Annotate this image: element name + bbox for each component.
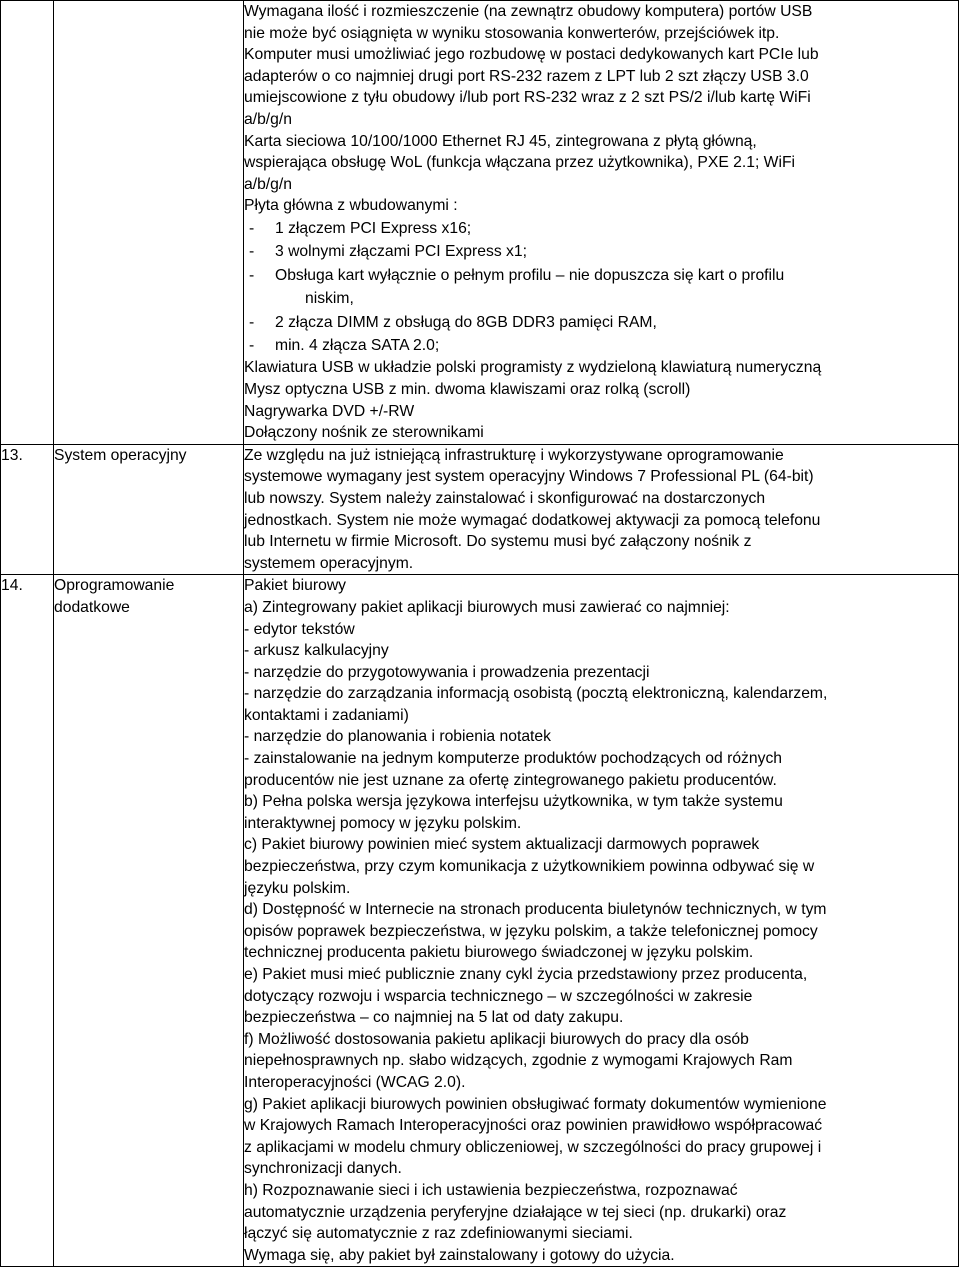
- row-name-cell: [54, 575, 244, 1267]
- description-line: Interoperacyjności (WCAG 2.0).: [244, 1073, 466, 1091]
- table-row-continued: [1, 1, 959, 445]
- description-line: automatycznie urządzenia peryferyjne działające w tej sieci (np. drukarki) oraz: [244, 1203, 787, 1221]
- description-line: producentów nie jest uznane za ofertę zintegrowanego pakietu producentów.: [244, 771, 777, 789]
- description-line: bezpieczeństwa, przy czym komunikacja z użytkownikiem powinna odbywać się w: [244, 858, 815, 876]
- row-name: System operacyjny: [54, 444, 244, 575]
- description-line: - zainstalowanie na jednym komputerze produktów pochodzących od różnych: [244, 750, 783, 768]
- dash-bullet: -: [249, 336, 255, 354]
- description-line: języku polskim.: [244, 879, 351, 897]
- description-line: c) Pakiet biurowy powinien mieć system aktualizacji darmowych poprawek: [244, 836, 760, 854]
- description-line: lub Internetu w firmie Microsoft. Do systemu musi być załączony nośnik z: [244, 533, 752, 551]
- row-description-cell: [244, 575, 959, 1267]
- description-line: Płyta główna z wbudowanymi :: [244, 197, 458, 215]
- row-name-cell: [54, 1, 244, 445]
- row-description-cell: [244, 444, 959, 575]
- list-item-text: 3 wolnymi złączami PCI Express x1;: [275, 243, 527, 261]
- description-line: Ze względu na już istniejącą infrastrukturę i wykorzystywane oprogramowanie: [244, 446, 784, 464]
- list-item-text: 2 złącza DIMM z obsługą do 8GB DDR3 pamięci RAM,: [275, 313, 657, 331]
- description-line: interaktywnej pomocy w języku polskim.: [244, 814, 522, 832]
- description-line: niepełnosprawnych np. słabo widzących, zgodnie z wymogami Krajowych Ram: [244, 1052, 793, 1070]
- row-name-line: dodatkowe: [54, 598, 130, 616]
- description-line: Wymaga się, aby pakiet był zainstalowany i gotowy do użycia.: [244, 1246, 675, 1264]
- description-line: Nagrywarka DVD +/-RW: [244, 402, 415, 420]
- row-name-line: Oprogramowanie: [54, 577, 175, 595]
- description-line: systemem operacyjnym.: [244, 554, 414, 572]
- description-line: kontaktami i zadaniami): [244, 706, 409, 724]
- description-line: wspierająca obsługę WoL (funkcja włączana przez użytkownika), PXE 2.1; WiFi: [244, 154, 796, 172]
- description-line: g) Pakiet aplikacji biurowych powinien obsługiwać formaty dokumentów wymienione: [244, 1095, 827, 1113]
- description-line: a/b/g/n: [244, 175, 292, 193]
- description-line: f) Możliwość dostosowania pakietu aplikacji biurowych do pracy dla osób: [244, 1030, 749, 1048]
- list-item-text: 1 złączem PCI Express x16;: [275, 219, 472, 237]
- description-line: Komputer musi umożliwiać jego rozbudowę w postaci dedykowanych kart PCIe lub: [244, 46, 819, 64]
- description-line: łączyć się automatycznie z raz zdefiniowanymi sieciami.: [244, 1225, 633, 1243]
- description-line: a/b/g/n: [244, 110, 292, 128]
- description-line: Klawiatura USB w układzie polski programisty z wydzieloną klawiaturą numeryczną: [244, 359, 822, 377]
- description-line: z aplikacjami w modelu chmury obliczeniowej, w szczególności do pracy grupowej i: [244, 1138, 822, 1156]
- description-line: opisów poprawek bezpieczeństwa, w języku polskim, a także telefonicznej pomocy: [244, 922, 818, 940]
- list-item: [244, 217, 958, 240]
- list-item-text: min. 4 złącza SATA 2.0;: [275, 336, 440, 354]
- description-line: - narzędzie do planowania i robienia notatek: [244, 728, 551, 746]
- dash-bullet: -: [249, 266, 255, 284]
- description-line: technicznej producenta pakietu biurowego świadczonej w języku polskim.: [244, 944, 754, 962]
- description-line: Mysz optyczna USB z min. dwoma klawiszami oraz rolką (scroll): [244, 380, 691, 398]
- list-item: [244, 264, 958, 287]
- list-item-continuation: niskim,: [305, 290, 354, 308]
- description-line: b) Pełna polska wersja językowa interfejsu użytkownika, w tym także systemu: [244, 793, 783, 811]
- motherboard-dash-list: [244, 217, 958, 357]
- description-line: e) Pakiet musi mieć publicznie znany cykl życia przedstawiony przez producenta,: [244, 966, 808, 983]
- description-lines-a: [244, 1, 958, 217]
- description-line: Karta sieciowa 10/100/1000 Ethernet RJ 45, zintegrowana z płytą główną,: [244, 132, 757, 150]
- row-number: 14.: [1, 575, 54, 1267]
- description-line: dotyczący rozwoju i wsparcia technicznego – w szczególności w zakresie: [244, 987, 753, 1005]
- description-line: lub nowszy. System należy zainstalować i skonfigurować na dostarczonych: [244, 489, 766, 507]
- description-line: - narzędzie do zarządzania informacją osobistą (pocztą elektroniczną, kalendarzem,: [244, 685, 828, 703]
- description-line: synchronizacji danych.: [244, 1160, 402, 1178]
- description-line: jednostkach. System nie może wymagać dodatkowej aktywacji za pomocą telefonu: [244, 511, 821, 529]
- description-line: h) Rozpoznawanie sieci i ich ustawienia bezpieczeństwa, rozpoznawać: [244, 1181, 738, 1199]
- description-line: d) Dostępność w Internecie na stronach producenta biuletynów technicznych, w tym: [244, 901, 827, 919]
- list-item: [244, 240, 958, 263]
- description-lines-b: [244, 357, 958, 443]
- table-row-13: [1, 444, 959, 575]
- row-number: 13.: [1, 444, 54, 575]
- table-row-14: [1, 575, 959, 1267]
- description-line: umiejscowione z tyłu obudowy i/lub port RS-232 wraz z 2 szt PS/2 i/lub kartę WiFi: [244, 89, 811, 107]
- description-line: Wymagana ilość i rozmieszczenie (na zewnątrz obudowy komputera) portów USB: [244, 3, 813, 20]
- list-item-text: Obsługa kart wyłącznie o pełnym profilu – nie dopuszcza się kart o profilu: [275, 266, 785, 284]
- list-item: [244, 334, 958, 357]
- row-number-cell: [1, 1, 54, 445]
- description-line: bezpieczeństwa – co najmniej na 5 lat od daty zakupu.: [244, 1009, 624, 1027]
- dash-bullet: -: [249, 313, 255, 331]
- description-line: nie może być osiągnięta w wyniku stosowania konwerterów, przejściówek itp.: [244, 24, 780, 42]
- description-line: Pakiet biurowy: [244, 577, 347, 595]
- description-line: - narzędzie do przygotowywania i prowadzenia prezentacji: [244, 663, 650, 681]
- description-line: - arkusz kalkulacyjny: [244, 642, 389, 660]
- description-line: Dołączony nośnik ze sterownikami: [244, 424, 484, 442]
- description-line: w Krajowych Ramach Interoperacyjności oraz powinien prawidłowo współpracować: [244, 1117, 823, 1135]
- dash-bullet: -: [249, 243, 255, 261]
- description-line: - edytor tekstów: [244, 620, 355, 638]
- dash-bullet: -: [249, 219, 255, 237]
- description-line: systemowe wymagany jest system operacyjny Windows 7 Professional PL (64-bit): [244, 468, 814, 486]
- description-line: a) Zintegrowany pakiet aplikacji biurowych musi zawierać co najmniej:: [244, 598, 730, 616]
- list-item: [244, 311, 958, 334]
- row-description-cell: [244, 1, 959, 445]
- description-line: adapterów o co najmniej drugi port RS-232 razem z LPT lub 2 szt złączy USB 3.0: [244, 67, 809, 85]
